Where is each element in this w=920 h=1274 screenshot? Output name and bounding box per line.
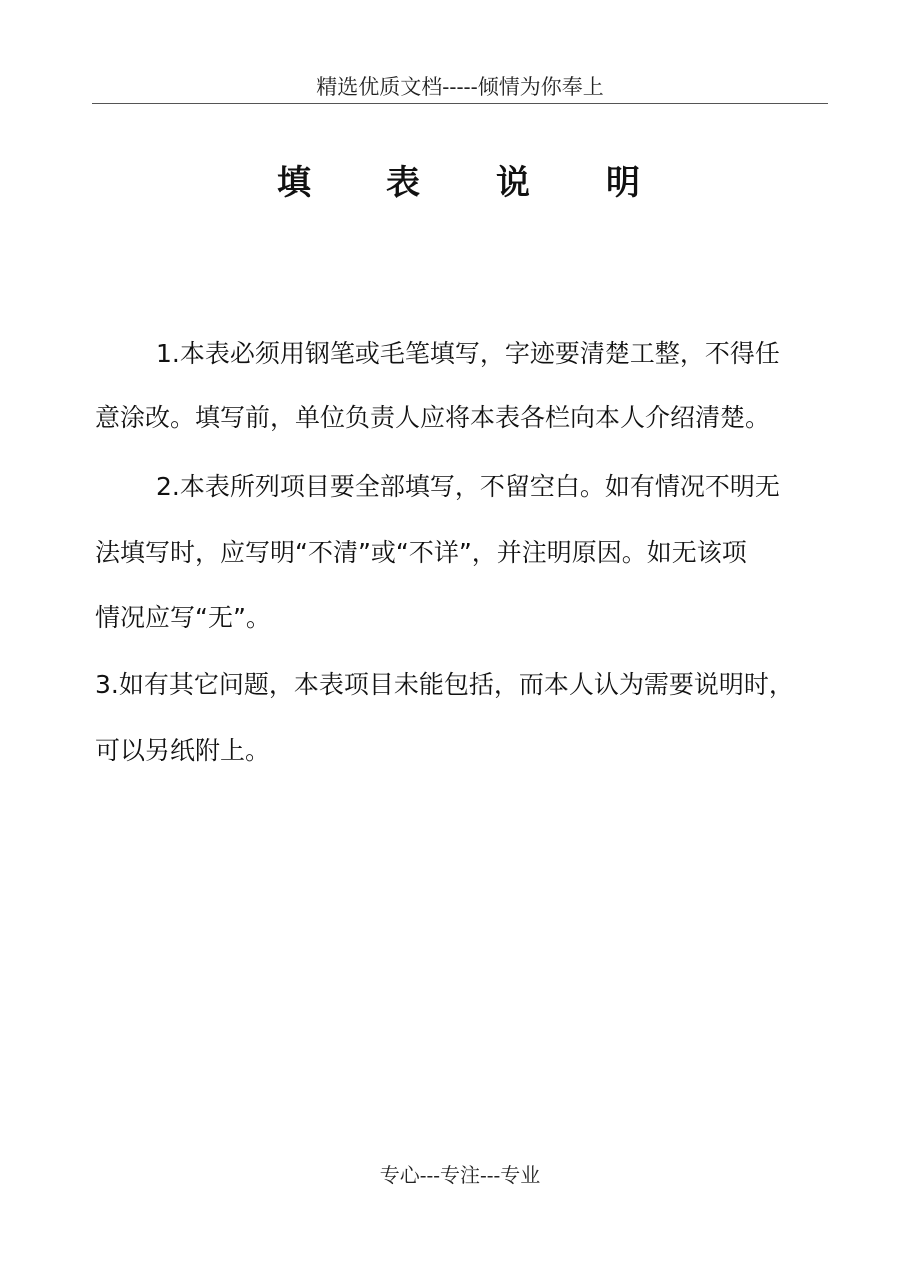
document-title <box>0 160 920 206</box>
instruction-3-line-2: 可以另纸附上。 <box>95 736 271 765</box>
instruction-2-line-3: 情况应写“无”。 <box>95 603 271 632</box>
title-char-4: 明 <box>606 163 640 203</box>
instruction-1-line-2: 意涂改。填写前，单位负责人应将本表各栏向本人介绍清楚。 <box>95 403 771 432</box>
title-char-2: 表 <box>386 163 420 203</box>
title-char-3: 说 <box>496 163 530 203</box>
instruction-3-line-1: 3.如有其它问题，本表项目未能包括，而本人认为需要说明时， <box>95 670 794 699</box>
header-divider <box>92 103 828 104</box>
instruction-1-line-1: 1.本表必须用钢笔或毛笔填写，字迹要清楚工整，不得任 <box>156 339 780 368</box>
instruction-2-line-2: 法填写时，应写明“不清”或“不详”，并注明原因。如无该项 <box>95 538 747 567</box>
title-char-1: 填 <box>277 163 311 203</box>
page-header: 精选优质文档-----倾情为你奉上 <box>316 75 604 99</box>
instruction-2-line-1: 2.本表所列项目要全部填写，不留空白。如有情况不明无 <box>156 472 780 501</box>
page-footer: 专心---专注---专业 <box>379 1163 541 1187</box>
